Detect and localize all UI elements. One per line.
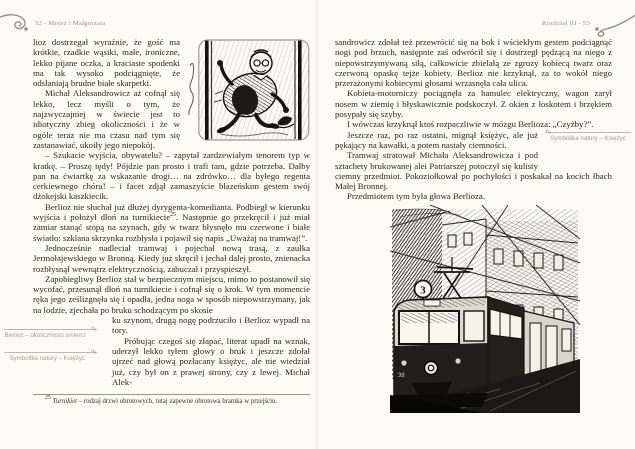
corner-flourish-icon xyxy=(0,11,32,35)
page-header-right: Rozdział III - 53 xyxy=(541,20,590,27)
tram-drawing xyxy=(390,205,582,413)
page-gutter xyxy=(315,0,319,449)
margin-note-rule xyxy=(545,127,631,136)
right-page xyxy=(317,0,635,449)
paragraph: I wówczas krzyknął ktoś rozpaczliwie w mózgu Berlioza: „Czyżby?”. xyxy=(347,119,594,130)
paragraph: Próbując czegoś się złapać, literat upadł na wznak, uderzył lekko tyłem głowy o bruk i jeszcze zdołał ujrzeć nad głową pozłacany księżyc, ale nie wiedział już, czy był on z prawej strony, czy z lewej. Michał Alek- xyxy=(112,335,310,387)
paragraph: Tramwaj stratował Michała Aleksandrowicza i pod sztachety brukowanej alei Patriarszej potoczył się kulisty ciemny przedmiot. Pokoziołkował po pochyłości i poskakał na kocich łbach Małej Bronnej. xyxy=(335,150,612,192)
footnote-number: 25 xyxy=(45,395,51,401)
margin-notes xyxy=(545,127,631,143)
tram-illustration xyxy=(390,205,582,413)
route-number: 3 xyxy=(420,284,426,297)
margin-notes xyxy=(4,324,97,362)
paragraph: Kobieta-motorniczy pociągnęła za hamulec elektryczny, wagon zarył nosem w ziemię i błyskawicznie podskoczył. Z okien z łoskotem i brzękiem posypały się szyby. xyxy=(335,88,612,120)
margin-note: Berlioz – okoliczności śmierci xyxy=(4,332,85,339)
paragraph: Michał Aleksandrowicz aż cofnął się lekko, lecz myśli o tym, że najzwyczajniej w świecie jest to idiotyczny zbieg okoliczności i że w ogóle teraz nie ma czasu nad tym się zastanawiać, ukoiły jego niepokój. xyxy=(33,88,180,150)
falling-man-illustration xyxy=(186,38,310,142)
paragraph-text: Berlioz nie słuchał już dłużej dyrygenta-komedianta. Podbiegł w kierunku wyjścia i położył dłoń na turnikiecie xyxy=(33,201,310,223)
page-header-left: 52 - Mistrz i Małgorzata xyxy=(35,20,106,27)
corner-flourish-icon xyxy=(591,12,635,38)
paragraph: ku szynom, drugą nogę podrzuciło i Berlioz wypadł na tory. xyxy=(112,315,310,336)
margin-note-squiggle-icon: ∿ xyxy=(90,346,97,356)
paragraph: Zapobiegliwy Berlioz stał w bezpiecznym miejscu, mimo to postanowił się wycofać, przesunął dłoń na turnikiecie i cofnął się o krok. W tym momencie ręka jego ześlizgnęła się i opadła, jedna noga w sposób niepowstrzymany, jak na lodzie, zjechała po bruku schodzącym po skosie xyxy=(33,273,310,315)
margin-note-squiggle-icon: ∿ xyxy=(90,324,97,333)
paragraph-text: . Następnie go przekręcił i już miał zamiar stanąć stopą na szynach, gdy w twarz błysnęło mu czerwone i białe światło: szklana skrzynka rozbłysła i pojawił się napis „Uważaj na tramwaj!”. xyxy=(33,212,310,243)
tram-car-number: 38 xyxy=(398,373,405,379)
footnote-term: Turnikiet xyxy=(52,398,78,405)
margin-note-squiggle-icon: ∿ xyxy=(545,127,552,136)
paragraph-text: Jeszcze raz, po raz ostatni, mignął księżyc, ale już pękający na kawałki, a potem nastały ciemności. xyxy=(335,129,538,150)
footnote-reference: 25 xyxy=(170,212,176,219)
falling-man-drawing xyxy=(186,38,310,142)
margin-note-rule xyxy=(4,324,97,333)
paragraph xyxy=(33,202,310,243)
paragraph: Jednocześnie nadleciał tramwaj i pojechał nową trasą, z zaułka Jermołajewskiego w Bronną. Kiedy już skręcił i jechał dalej prosto, znienacka rozbłysnął wewnątrz elektrycznością, zabuczał i przyspieszył. xyxy=(33,242,310,274)
paragraph: – Szukacie wyjścia, obywatelu? – zapytał zardzewiałym tenorem typ w kratkę. – Proszę tędy! Pójdzie pan prosto i trafi tam, gdzie potrzeba. Dałby pan na ćwiartkę za wskazanie drogi… na zdrówko… dla byłego regenta cerkiewnego chóru! – i facet zdjął zamaszyście błazeńskim gestem swój dżokejski kaszkiecik. xyxy=(33,150,310,202)
footnote-text: – rodzaj drzwi obrotowych, tutaj zapewne obrotowa bramka w przejściu. xyxy=(77,398,278,405)
right-page-body xyxy=(335,37,612,202)
margin-note-rule xyxy=(4,346,97,356)
paragraph: Przedmiotem tym była głowa Berlioza. xyxy=(347,191,486,202)
margin-note: Symbolika natury – Księżyc xyxy=(550,135,626,142)
margin-note: Symbolika natury – Księżyc xyxy=(9,354,85,362)
footnote xyxy=(33,394,310,406)
paragraph: sandrowicz zdołał też przewrócić się na bok i wściekłym gestem podciągnąć nogi pod brzuch, następnie zaś odwrócił się i dostrzegł pędzącą na niego z niepowstrzymywaną siłą, całkowicie zbielałą ze zgrozy kobiecą twarz oraz czerwoną opaskę tejże kobiety. Berlioz nie krzyknął, za to wokół niego przerażonymi kobiecymi głosami wrzasnęła cała ulica. xyxy=(335,37,612,89)
left-page xyxy=(0,0,317,449)
paragraph: lioz dostrzegał wyraźnie, że gość ma krótkie, rzadkie wąsiki, małe, ironiczne, lekko pijane oczka, a kraciaste spodenki ma tak wysoko podciągnięte, że odsłaniają brudne białe skarpetki. xyxy=(33,37,180,89)
